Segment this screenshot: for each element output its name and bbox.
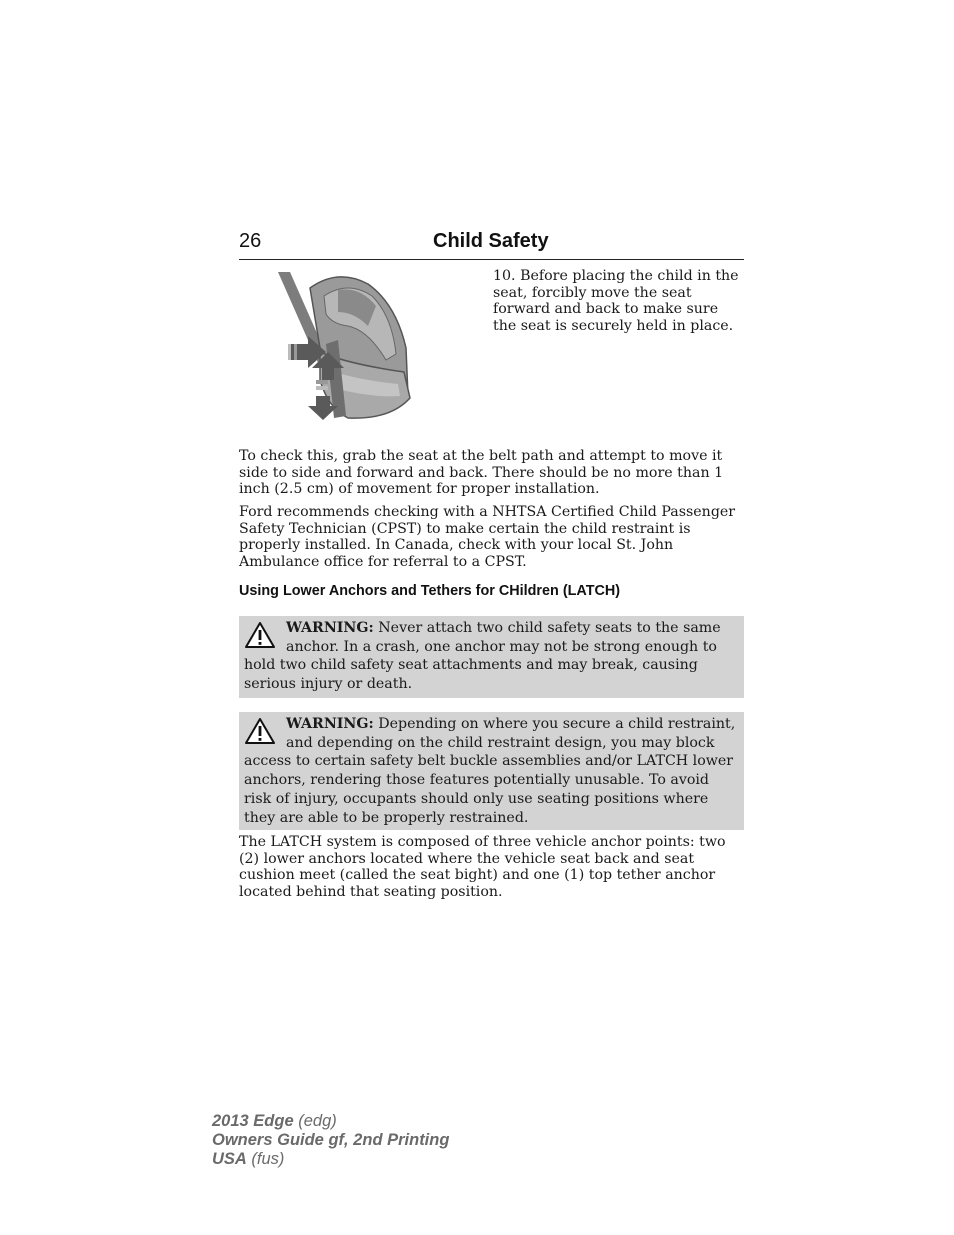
check-paragraph: To check this, grab the seat at the belt path and attempt to move it side to side and forward and back. There should be no more than 1 inch (2.5 cm) of movement for proper installation. (239, 448, 724, 498)
page-header (239, 228, 744, 260)
latch-description-paragraph: The LATCH system is composed of three vehicle anchor points: two (2) lower anchors located where the vehicle seat back and seat cushion meet (called the seat bight) and one (1) top tether anchor located behind that seating position. (239, 834, 726, 900)
footer (212, 1112, 449, 1169)
footer-guide: Owners Guide gf, 2nd Printing (212, 1131, 450, 1149)
chapter-title: Child Safety (433, 230, 549, 252)
footer-model: 2013 Edge (212, 1112, 294, 1130)
warning-label: WARNING: (286, 620, 374, 636)
cpst-paragraph: Ford recommends checking with a NHTSA Certified Child Passenger Safety Technician (CPST) to make certain the child restraint is properly installed. In Canada, check with your local St. John Ambulance office for referral to a CPST. (239, 504, 736, 570)
footer-market: USA (212, 1150, 247, 1168)
footer-model-code: (edg) (293, 1112, 337, 1130)
warning-box-2 (239, 712, 744, 830)
warning-box-1 (239, 616, 744, 698)
child-seat-installation-icon (268, 268, 428, 436)
warning-triangle-icon (244, 717, 276, 745)
latch-subheading: Using Lower Anchors and Tethers for CHildren (LATCH) (239, 583, 621, 599)
warning-triangle-icon (244, 621, 276, 649)
warning-text: Never attach two child safety seats to the same anchor. In a crash, one anchor may not be strong enough to hold two child safety seat attachments and may break, causing serious injury or death. (244, 620, 721, 693)
page-number: 26 (239, 230, 262, 252)
child-seat-illustration (268, 268, 428, 436)
warning-text: Depending on where you secure a child restraint, and depending on the child restraint design, you may block access to certain safety belt buckle assemblies and/or LATCH lower anchors, rendering those features potentially unusable. To avoid risk of injury, occupants should only use seating positions where they are able to be properly restrained. (244, 716, 736, 826)
warning-label: WARNING: (286, 716, 374, 732)
step-10-text: 10. Before placing the child in the seat, forcibly move the seat forward and back to make sure the seat is securely held in place. (493, 268, 739, 334)
footer-market-code: (fus) (246, 1150, 285, 1168)
